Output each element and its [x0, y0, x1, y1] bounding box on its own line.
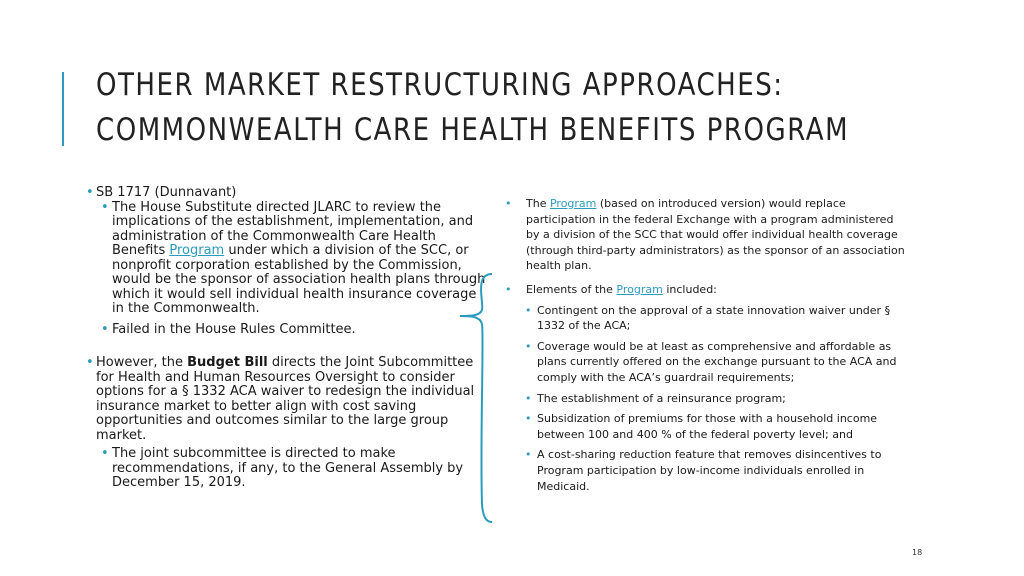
budget-bill-bullet — [86, 356, 486, 443]
program-link-2[interactable]: Program — [549, 197, 597, 210]
budget-bill-bold: Budget Bill — [187, 355, 268, 370]
element-item: • Coverage would be at least as comprehensive and affordable as plans currently offered on the exchange pursuant to the ACA and comply with the ACA’s guardrail requirements; — [503, 339, 908, 386]
failed-bullet: • Failed in the House Rules Committee. — [86, 323, 486, 338]
program-description-text-1: The — [526, 197, 550, 210]
slide-title-line-2: COMMONWEALTH CARE HEALTH BENEFITS PROGRAM — [96, 112, 850, 148]
budget-bill-text-1: However, the — [96, 355, 188, 370]
elements-text-2: included: — [662, 282, 717, 296]
element-item: • Contingent on the approval of a state innovation waiver under § 1332 of the ACA; — [503, 303, 908, 334]
element-item: • A cost-sharing reduction feature that removes disincentives to Program participation by low-income individuals enrolled in Medicaid. — [503, 447, 908, 494]
house-substitute-text-1: The House Substitute directed JLARC to review the implications of the establishment, implementation, and administration of the Commonwealth Care Health Benefits — [112, 199, 474, 258]
program-link-1[interactable]: Program — [169, 243, 225, 258]
element-item: • The establishment of a reinsurance program; — [503, 391, 908, 407]
house-substitute-bullet — [86, 201, 486, 317]
house-substitute-text-2: under which a division of the SCC, or nonprofit corporation established by the Commission, would be the sponsor of association health plans through which it would sell individual health insurance coverage in the Commonwealth. — [112, 243, 486, 316]
curly-brace — [456, 272, 496, 524]
joint-subcommittee-bullet: • The joint subcommittee is directed to make recommendations, if any, to the General Assembly by December 15, 2019. — [86, 447, 486, 491]
program-description-text-2: (based on introduced version) would replace participation in the federal Exchange with a program administered by a division of the SCC that would offer individual health coverage (through third-party administrators) as the sponsor of an association health plan. — [526, 197, 905, 273]
title-accent-bar — [62, 72, 64, 146]
program-link-3[interactable]: Program — [616, 282, 663, 296]
budget-bill-text-2: directs the Joint Subcommittee for Health and Human Resources Oversight to consider options for a § 1332 ACA waiver to redesign the individual insurance market to better align with cost saving opportunities and outcomes similar to the large group market. — [96, 355, 475, 443]
page-number: 18 — [912, 548, 923, 557]
elements-bullet — [503, 282, 908, 298]
element-item: • Subsidization of premiums for those with a household income between 100 and 400 % of the federal poverty level; and — [503, 411, 908, 442]
program-description-bullet — [503, 196, 908, 274]
bill-bullet: • SB 1717 (Dunnavant) — [86, 186, 486, 201]
right-column — [503, 196, 908, 494]
slide-title — [96, 63, 852, 153]
left-column — [86, 186, 486, 491]
elements-text-1: Elements of the — [526, 282, 617, 296]
slide-title-line-1: OTHER MARKET RESTRUCTURING APPROACHES: — [96, 67, 784, 103]
